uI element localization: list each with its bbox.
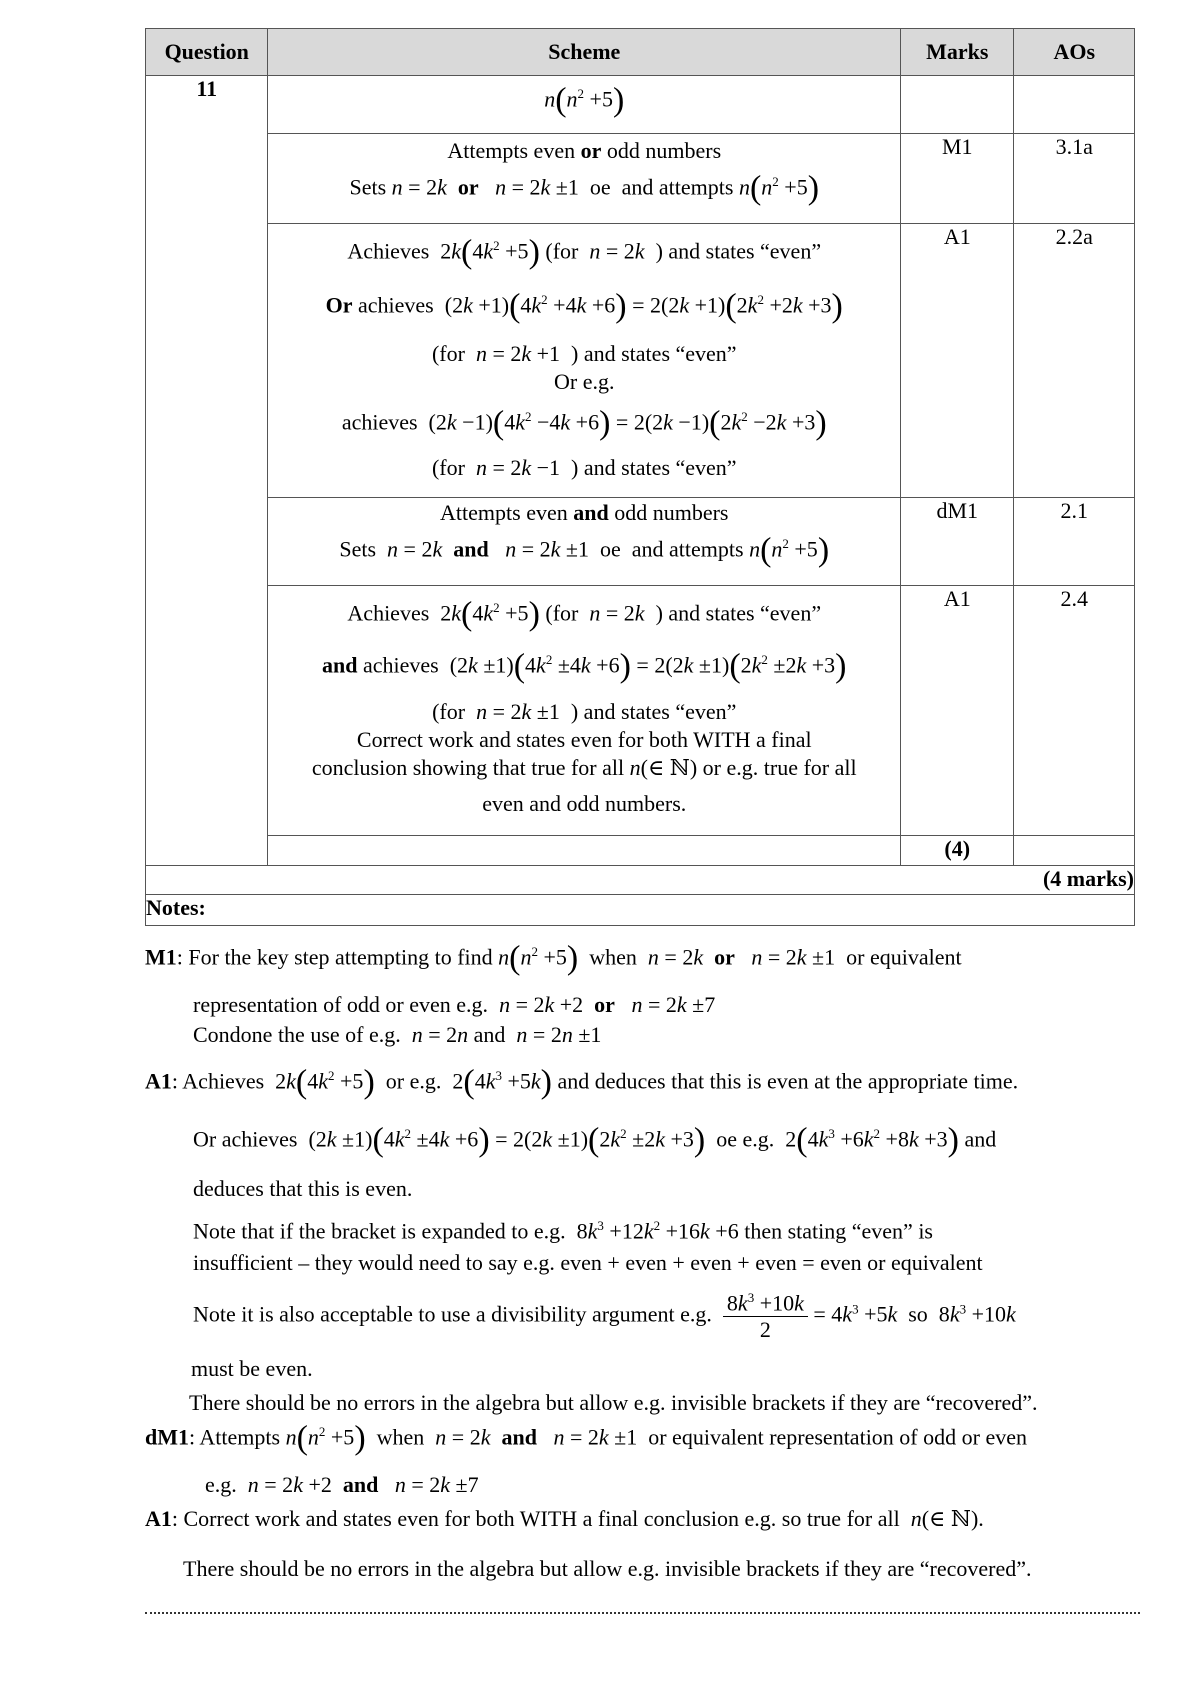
ao-cell: 2.2a (1014, 224, 1135, 498)
notes-row (146, 895, 1135, 926)
note-line: There should be no errors in the algebra but allow e.g. invisible brackets if they are “recovered”. (183, 1556, 1032, 1581)
scheme-line: Attempts even or odd numbers (447, 138, 722, 163)
table-row (146, 134, 1135, 224)
fraction: $\frac{8k^3 +10k}{2}$ (723, 1290, 808, 1343)
table-row (146, 498, 1135, 586)
header-aos: AOs (1014, 29, 1135, 76)
note-line: Note that if the bracket is expanded to e.g. $8k^3 +12k^2 +16k +6$ then stating “even” is (193, 1218, 933, 1244)
note-line: Note it is also acceptable to use a divisibility argument e.g. $\frac{8k^3 +10k}{2}$ = $4k^3 +5k$ so $8k^3 +10k$ (193, 1290, 1016, 1343)
scheme-cell (268, 76, 901, 134)
scheme-line: even and odd numbers. (482, 790, 687, 816)
header-question: Question (146, 29, 268, 76)
note-line: insufficient – they would need to say e.g. even + even + even + even = even or equivalent (193, 1250, 983, 1275)
scheme-line: Attempts even and odd numbers (440, 500, 729, 525)
scheme-line: Sets n = 2k or n = 2k ±1 oe and attempts $n(n^2 +5)$ (349, 169, 820, 207)
question-number: 11 (146, 76, 268, 866)
scheme-line: (for n = 2k +1 ) and states “even” (431, 340, 737, 366)
note-line: representation of odd or even e.g. n = 2k +2 or n = 2k ±7 (193, 992, 716, 1017)
table-row (146, 836, 1135, 866)
note-line: Condone the use of e.g. n = 2n and n = 2n ±1 (193, 1022, 602, 1047)
mark-scheme-table (145, 28, 1135, 926)
expression: $n(n^2 +5)$ (544, 81, 625, 119)
table-header-row (146, 29, 1135, 76)
scheme-cell (268, 224, 901, 498)
marks-cell: A1 (901, 224, 1014, 498)
scheme-line: (for n = 2k −1 ) and states “even” (431, 454, 737, 480)
ao-cell (1014, 836, 1135, 866)
subtotal: (4) (901, 836, 1014, 866)
total-marks: (4 marks) (146, 866, 1135, 895)
scheme-line: Achieves $2k(4k^2 +5)$ (for n = 2k ) and states “even” (347, 595, 822, 633)
note-line: e.g. n = 2k +2 and n = 2k ±7 (205, 1472, 479, 1497)
scheme-line: and achieves $(2k \pm 1)(4k^2 \pm 4k +6) = 2(2k \pm 1)(2k^2 \pm 2k +3)$ (322, 647, 847, 685)
ao-cell: 2.1 (1014, 498, 1135, 586)
scheme-line: Achieves $2k(4k^2 +5)$ (for n = 2k ) and states “even” (347, 233, 822, 271)
note-line: deduces that this is even. (193, 1176, 413, 1201)
scheme-cell (268, 134, 901, 224)
scheme-line: (for n = 2k ±1 ) and states “even” (432, 698, 737, 724)
scheme-line: achieves $(2k -1)(4k^2 -4k +6) = 2(2k -1)(2k^2 -2k +3)$ (341, 403, 827, 441)
header-scheme: Scheme (268, 29, 901, 76)
note-line: must be even. (191, 1356, 313, 1381)
table-row (146, 586, 1135, 836)
table-row (146, 76, 1135, 134)
notes-label: Notes: (146, 895, 1135, 926)
scheme-line: Sets n = 2k and n = 2k ±1 oe and attempts $n(n^2 +5)$ (339, 531, 830, 569)
total-row (146, 866, 1135, 895)
note-dm1: dM1: Attempts $n(n^2 +5)$ when n = 2k and n = 2k ±1 or equivalent representation of odd or even (145, 1419, 1027, 1457)
note-line: Or achieves $(2k \pm 1)(4k^2 \pm 4k +6) = 2(2k \pm 1)(2k^2 \pm 2k +3)$ oe e.g. $2(4k^3 +6k^2 +8k +3)$ and (193, 1121, 997, 1159)
dotted-separator (145, 1612, 1140, 1614)
note-a1-final: A1: Correct work and states even for both WITH a final conclusion e.g. so true for all n(∈ ℕ). (145, 1506, 984, 1531)
ao-cell (1014, 76, 1135, 134)
note-m1: M1: For the key step attempting to find $n(n^2 +5)$ when n = 2k or n = 2k ±1 or equivalent (145, 939, 962, 977)
marks-cell: dM1 (901, 498, 1014, 586)
scheme-cell (268, 498, 901, 586)
marks-cell: M1 (901, 134, 1014, 224)
scheme-line: Correct work and states even for both WITH a final (356, 726, 812, 752)
scheme-line: Or e.g. (554, 368, 615, 394)
note-a1: A1: Achieves $2k(4k^2 +5)$ or e.g. $2(4k^3 +5k)$ and deduces that this is even at the appropriate time. (145, 1063, 1019, 1101)
scheme-cell (268, 586, 901, 836)
scheme-line: conclusion showing that true for all n(∈ ℕ) or e.g. true for all (311, 754, 857, 780)
header-marks: Marks (901, 29, 1014, 76)
ao-cell: 2.4 (1014, 586, 1135, 836)
scheme-cell (268, 836, 901, 866)
scheme-line: Or achieves $(2k +1)(4k^2 +4k +6) = 2(2k +1)(2k^2 +2k +3)$ (325, 287, 843, 325)
note-line: There should be no errors in the algebra but allow e.g. invisible brackets if they are “recovered”. (189, 1390, 1038, 1415)
ao-cell: 3.1a (1014, 134, 1135, 224)
marks-cell (901, 76, 1014, 134)
table-row (146, 224, 1135, 498)
marks-cell: A1 (901, 586, 1014, 836)
